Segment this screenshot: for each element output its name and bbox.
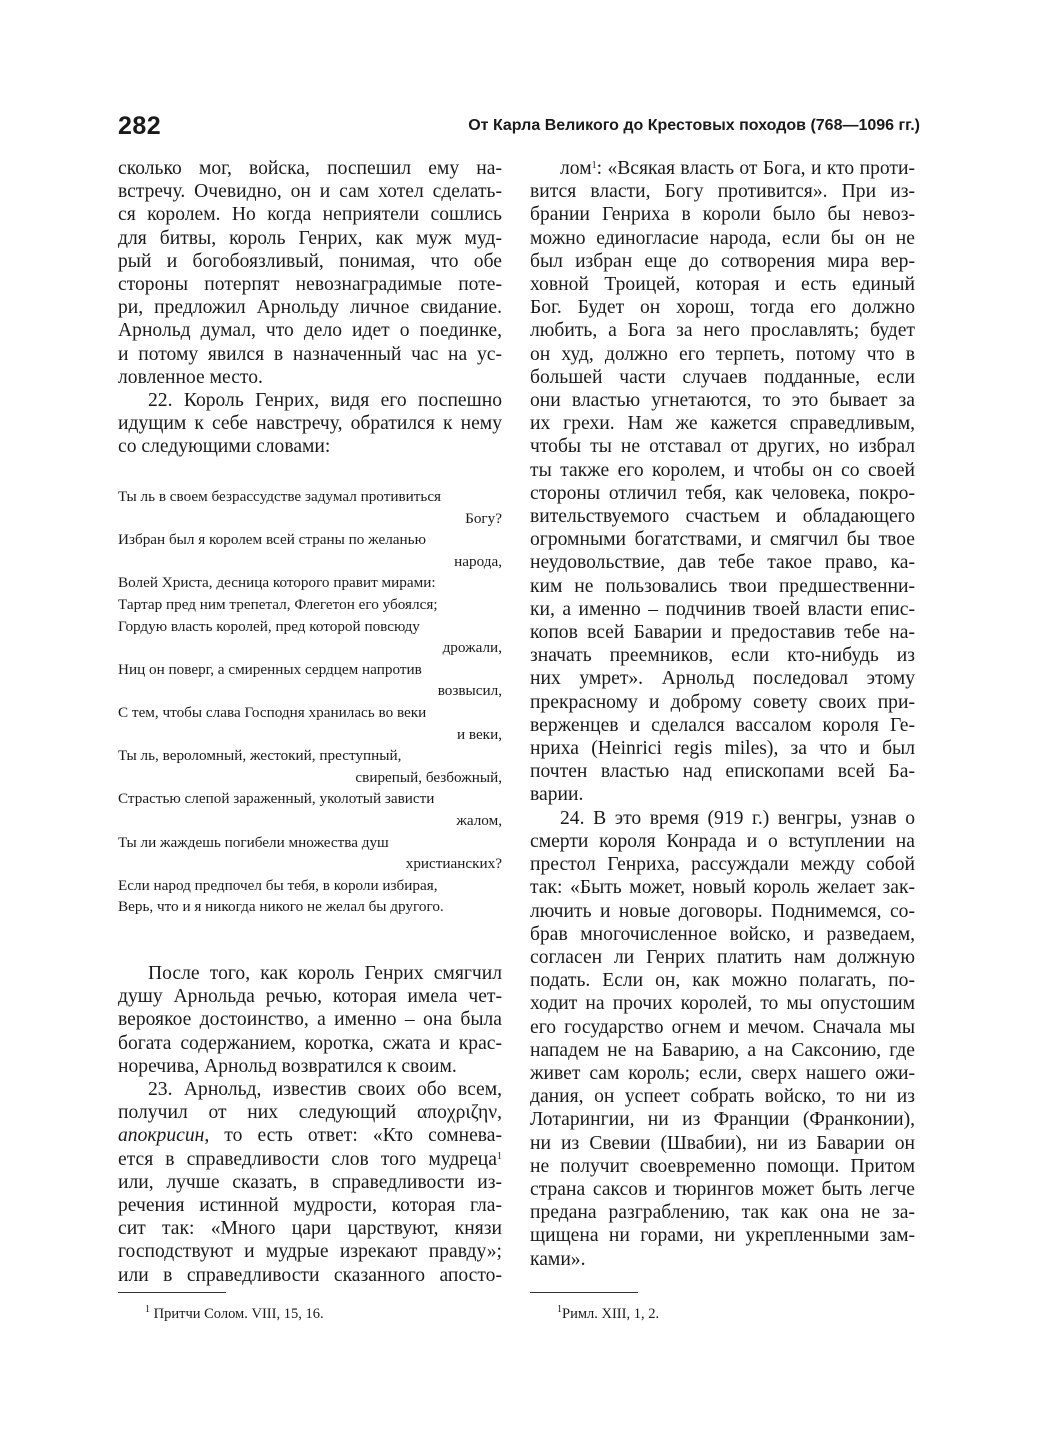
- verse-line: Богу?: [465, 509, 502, 527]
- running-title: От Карла Великого до Крестовых походов (768—1096 гг.): [468, 117, 920, 134]
- footnote-right: $^1$Римл. XIII, 1, 2.: [557, 1304, 660, 1322]
- text-line: предана разграблению, так как она не за-: [530, 1202, 915, 1224]
- text-line: он худ, должно его терпеть, потому что в: [530, 343, 915, 365]
- footnote-marker: 1: [591, 160, 597, 171]
- text-line: любить, а Бога за него прославлять; будет: [530, 320, 915, 342]
- verse-line: и веки,: [456, 725, 502, 743]
- text-line: брав многочисленное войско, и разведаем,: [530, 923, 915, 945]
- text-line: стороны отличил тебя, как человека, покро-: [530, 482, 915, 504]
- text-line: согласен ли Генрих платить нам должную: [530, 946, 915, 968]
- verse-line: жалом,: [456, 811, 502, 829]
- verse-line: Ты ль в своем безрассудстве задумал противиться: [118, 488, 442, 505]
- text-line: ходит на прочих королей, то мы опустошим: [530, 993, 915, 1015]
- footnote-marker: 1: [497, 1150, 502, 1162]
- text-line: верженцев и сделался вассалом короля Ге-: [530, 714, 915, 736]
- right-column: [530, 157, 915, 1271]
- text-line: них умрет». Арнольд последовал этому: [530, 668, 915, 690]
- footnote-number: 1: [557, 1304, 562, 1315]
- text-line: идущим к себе навстречу, обратился к нему: [118, 413, 502, 435]
- text-line: сит так: «Много цари царствуют, князи: [118, 1218, 502, 1240]
- text-line: После того, как король Генрих смягчил: [148, 963, 502, 984]
- footnote-divider: [530, 1292, 638, 1293]
- text-line: дания, он успеет собрать войско, то ни из: [530, 1086, 915, 1108]
- text-line: апокрисин, то есть ответ: «Кто сомнева-: [118, 1125, 502, 1147]
- text-line: сколько мог, войска, поспешил ему на-: [118, 158, 502, 179]
- text-line: лючить и новые договоры. Поднимемся, со-: [530, 900, 915, 922]
- left-column: [118, 157, 502, 459]
- text-line: ри, предложил Арнольду личное свидание.: [118, 297, 502, 319]
- text-line: Бог. Будет он хорош, тогда его должно: [530, 297, 915, 319]
- page-number: 282: [118, 112, 162, 140]
- verse-line: Ты ли жаждешь погибели множества душ: [118, 833, 389, 851]
- text-line: 23. Арнольд, известив своих обо всем,: [148, 1079, 502, 1101]
- verse-line: свирепый, безбожный,: [355, 768, 502, 786]
- text-line: подать. Если он, как можно полагать, по-: [530, 970, 915, 992]
- verse-line: Если народ предпочел бы тебя, в короли избирая,: [118, 876, 438, 894]
- text-line: ся королем. Но когда неприятели сошлись: [118, 204, 502, 226]
- text-line: со следующими словами:: [118, 436, 331, 458]
- text-line: встречу. Очевидно, он и сам хотел сделать-: [118, 181, 502, 203]
- verse-line: Ниц он поверг, а смиренных сердцем напротив: [118, 660, 422, 678]
- italic-term: апокрисин: [118, 1125, 205, 1147]
- verse-line: дрожали,: [442, 639, 502, 657]
- text-line: ни из Свевии (Швабии), ни из Баварии он: [530, 1132, 915, 1154]
- verse-line: С тем, чтобы слава Господня хранилась во веки: [118, 703, 427, 721]
- greek-word: αποχριζην,: [416, 1102, 502, 1124]
- verse-line: возвысил,: [437, 682, 502, 700]
- text-line: их грехи. Нам же кажется справедливым,: [530, 413, 915, 435]
- text-line: ками».: [530, 1248, 586, 1270]
- text-line: живет сам король; если, сверх нашего ожи-: [530, 1062, 915, 1084]
- text-line: щищена ни горами, ни укрепленными зам-: [530, 1225, 915, 1247]
- text-line: Лотарингии, ни из Франции (Франконии),: [530, 1109, 915, 1131]
- text-line: чтобы ты не отставал от других, но избрал: [530, 436, 915, 458]
- text-line: ется в справедливости слов того мудреца$^1$: [118, 1148, 502, 1170]
- text-line: копов всей Баварии и предоставив тебе на-: [530, 622, 915, 644]
- text-line: большей части случаев подданные, если: [530, 366, 915, 388]
- text-line: вительствуемого счастьем и обладающего: [530, 506, 915, 528]
- text-line: не получит своевременно помощи. Притом: [530, 1155, 915, 1177]
- text-line: можно единогласие народа, если бы он не: [530, 227, 915, 249]
- text-line: стороны потерпят невознаградимые поте-: [118, 274, 502, 296]
- text-line: его государство огнем и мечом. Сначала мы: [530, 1016, 915, 1038]
- text-line: ким не пользовались твои предшественни-: [530, 575, 915, 597]
- text-line: душу Арнольда речью, которая имела чет-: [118, 986, 502, 1008]
- text-line: прекрасному и доброму совету своих при-: [530, 691, 915, 713]
- text-line: лом$^1$: «Всякая власть от Бога, и кто проти-: [560, 158, 915, 179]
- text-line: варии.: [530, 784, 584, 806]
- text-line: был избран еще до сотворения мира вер-: [530, 250, 915, 272]
- text-line: ты также его королем, и чтобы он со своей: [530, 459, 915, 481]
- text-line: престол Генриха, рассуждали между собой: [530, 854, 915, 876]
- text-line: 24. В это время (919 г.) венгры, узнав о: [560, 807, 915, 829]
- text-line: неудовольствие, дав тебе такое право, ка-: [530, 552, 915, 574]
- text-line: значать преемников, если кто-нибудь из: [530, 645, 915, 667]
- text-line: 22. Король Генрих, видя его поспешно: [148, 390, 502, 412]
- text-line: ловленное место.: [118, 366, 263, 388]
- text-line: господствуют и мудрые изрекают правду»;: [118, 1241, 502, 1263]
- text-line: получил от них следующий αποχριζην,: [118, 1102, 502, 1124]
- text-line: для битвы, король Генрих, как муж муд-: [118, 227, 502, 249]
- text-line: нападем не на Баварию, а на Саксонию, где: [530, 1039, 915, 1061]
- text-line: и потому явился в назначенный час на ус-: [118, 343, 502, 365]
- verse-line: народа,: [454, 552, 502, 570]
- text-line: страна саксов и тюрингов может быть легче: [530, 1178, 915, 1200]
- text-line: смерти короля Конрада и о вступлении на: [530, 830, 915, 852]
- text-line: или в справедливости сказанного апосто-: [118, 1264, 502, 1286]
- text-line: они властью угнетаются, то это бывает за: [530, 390, 915, 412]
- text-line: почтен властью над епископами всей Ба-: [530, 761, 915, 783]
- verse-line: Ты ль, вероломный, жестокий, преступный,: [118, 747, 402, 765]
- text-line: огромными богатствами, и смягчил бы твое: [530, 529, 915, 551]
- verse-line: Тартар пред ним трепетал, Флегетон его убоялся;: [118, 595, 438, 613]
- verse-quote: [118, 486, 502, 918]
- text-line: вероякое достоинство, а именно – она была: [118, 1009, 502, 1031]
- text-line: так: «Быть может, новый король желает зак-: [530, 877, 915, 899]
- verse-line: Избран был я королем всей страны по желанью: [118, 531, 426, 549]
- left-column-continued: [118, 962, 502, 1287]
- text-line: Арнольд думал, что дело идет о поединке,: [118, 320, 502, 342]
- text-line: или, лучше сказать, в справедливости из-: [118, 1171, 502, 1193]
- footnote-number: 1: [145, 1304, 150, 1315]
- verse-line: Гордую власть королей, пред которой повсюду: [118, 617, 420, 635]
- text-line: ки, а именно – подчинив твоей власти епис-: [530, 598, 915, 620]
- verse-line: Страстью слепой зараженный, уколотый зависти: [118, 790, 435, 808]
- text-line: речения истинной мудрости, которая гла-: [118, 1195, 502, 1217]
- text-line: ховной Троицей, которая и есть единый: [530, 274, 915, 296]
- footnote-divider: [118, 1292, 226, 1293]
- text-line: брании Генриха в короли было бы невоз-: [530, 204, 915, 226]
- footnote-left: $^1$ Притчи Солом. VIII, 15, 16.: [145, 1304, 324, 1322]
- verse-line: Верь, что и я никогда никого не желал бы другого.: [118, 898, 444, 916]
- verse-line: христианских?: [405, 855, 502, 873]
- text-line: богата содержанием, коротка, сжата и крас-: [118, 1032, 502, 1054]
- verse-line: Волей Христа, десница которого правит мирами:: [118, 574, 436, 592]
- text-line: рый и богобоязливый, понимая, что обе: [118, 250, 502, 272]
- text-line: норечива, Арнольд возвратился к своим.: [118, 1055, 457, 1077]
- text-line: вится власти, Богу противится». При из-: [530, 181, 915, 203]
- text-line: нриха (Heinrici regis miles), за что и был: [530, 738, 915, 760]
